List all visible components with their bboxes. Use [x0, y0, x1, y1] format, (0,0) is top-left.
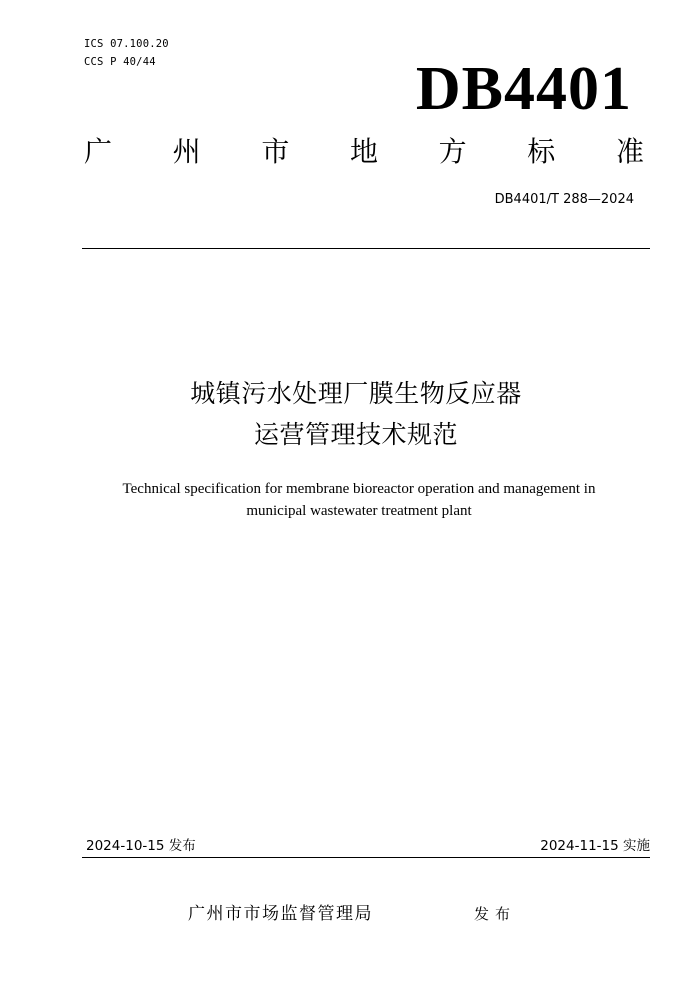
- standard-type-char: 标: [527, 135, 556, 168]
- standard-type-char: 地: [349, 135, 378, 168]
- standard-number: DB4401/T 288—2024: [494, 192, 634, 207]
- issuing-authority: 广州市市场监督管理局: [188, 904, 373, 924]
- english-title-line-1: Technical specification for membrane bioreactor operation and management in: [122, 481, 596, 497]
- standard-type-heading: [84, 133, 644, 171]
- standard-type-char: 市: [261, 135, 290, 168]
- standard-type-char: 准: [615, 135, 644, 168]
- standard-logo: DB4401: [415, 55, 632, 123]
- implement-date: 2024-11-15 实施: [540, 838, 650, 854]
- publish-date: 2024-10-15 发布: [86, 838, 196, 854]
- standard-type-char: 广: [84, 135, 113, 168]
- chinese-title-line-2: 运营管理技术规范: [253, 420, 458, 449]
- header-divider: [82, 248, 650, 249]
- chinese-title-line-1: 城镇污水处理厂膜生物反应器: [190, 379, 522, 408]
- standard-type-char: 州: [172, 135, 201, 168]
- footer-divider: [82, 857, 650, 858]
- issue-label: 发布: [474, 905, 517, 923]
- standard-type-char: 方: [438, 135, 467, 168]
- ics-code: ICS 07.100.20: [84, 38, 169, 50]
- english-title-line-2: municipal wastewater treatment plant: [246, 503, 472, 519]
- ccs-code: CCS P 40/44: [84, 56, 156, 68]
